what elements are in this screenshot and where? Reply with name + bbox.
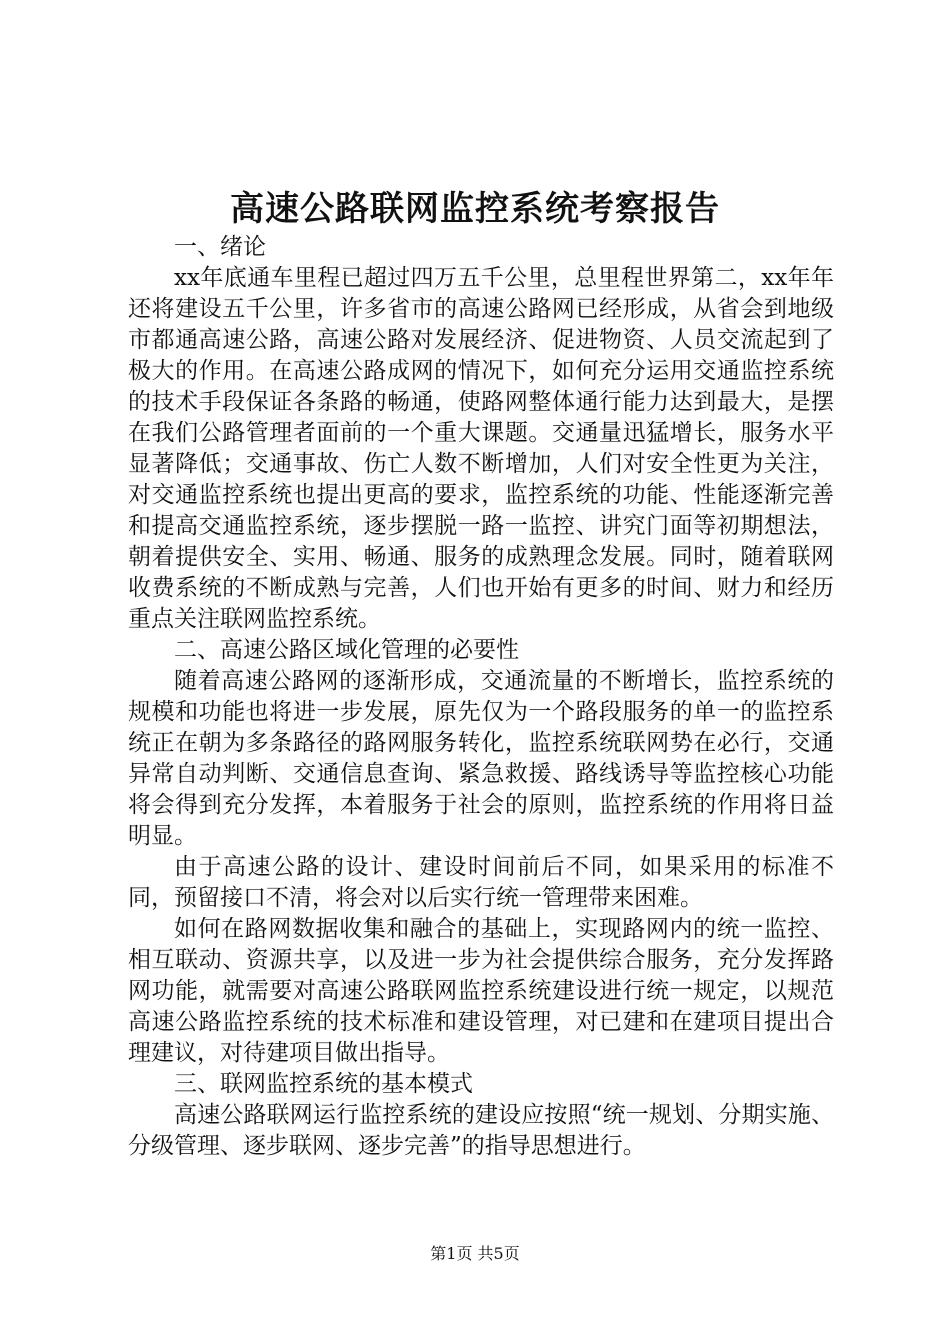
paragraph-necessity-2: 由于高速公路的设计、建设时间前后不同，如果采用的标准不同，预留接口不清，将会对以后实行统一管理带来困难。 — [128, 854, 834, 911]
paragraph-intro: xx年底通车里程已超过四万五千公里，总里程世界第二，xx年年还将建设五千公里，许多省市的高速公路网已经形成，从省会到地级市都通高速公路，高速公路对发展经济、促进物资、人员交流起到了极大的作用。在高速公路成网的情况下，如何充分运用交通监控系统的技术手段保证各条路的畅通，使路网整体通行能力达到最大，是摆在我们公路管理者面前的一个重大课题。交通量迅猛增长，服务水平显著降低；交通事故、伤亡人数不断增加，人们对安全性更为关注，对交通监控系统也提出更高的要求，监控系统的功能、性能逐渐完善和提高交通监控系统，逐步摆脱一路一监控、讲究门面等初期想法，朝着提供安全、实用、畅通、服务的成熟理念发展。同时，随着联网收费系统的不断成熟与完善，人们也开始有更多的时间、财力和经历重点关注联网监控系统。 — [128, 265, 834, 632]
paragraph-mode-1: 高速公路联网运行监控系统的建设应按照“统一规划、分期实施、分级管理、逐步联网、逐步完善”的指导思想进行。 — [128, 1102, 834, 1159]
paragraph-necessity-3: 如何在路网数据收集和融合的基础上，实现路网内的统一监控、相互联动、资源共享，以及进一步为社会提供综合服务，充分发挥路网功能，就需要对高速公路联网监控系统建设进行统一规定，以规范高速公路监控系统的技术标准和建设管理，对已建和在建项目提出合理建议，对待建项目做出指导。 — [128, 916, 834, 1066]
section-heading-mode: 三、联网监控系统的基本模式 — [174, 1071, 473, 1097]
document-body — [128, 232, 834, 1162]
section-heading-intro: 一、绪论 — [174, 234, 266, 260]
paragraph-necessity-1: 随着高速公路网的逐渐形成，交通流量的不断增长，监控系统的规模和功能也将进一步发展，原先仅为一个路段服务的单一的监控系统正在朝为多条路径的路网服务转化，监控系统联网势在必行，交通异常自动判断、交通信息查询、紧急救援、路线诱导等监控核心功能将会得到充分发挥，本着服务于社会的原则，监控系统的作用将日益明显。 — [128, 668, 834, 849]
page-number-footer: 第1页 共5页 — [430, 1244, 520, 1263]
document-title: 高速公路联网监控系统考察报告 — [230, 189, 720, 229]
section-heading-necessity: 二、高速公路区域化管理的必要性 — [174, 637, 519, 663]
